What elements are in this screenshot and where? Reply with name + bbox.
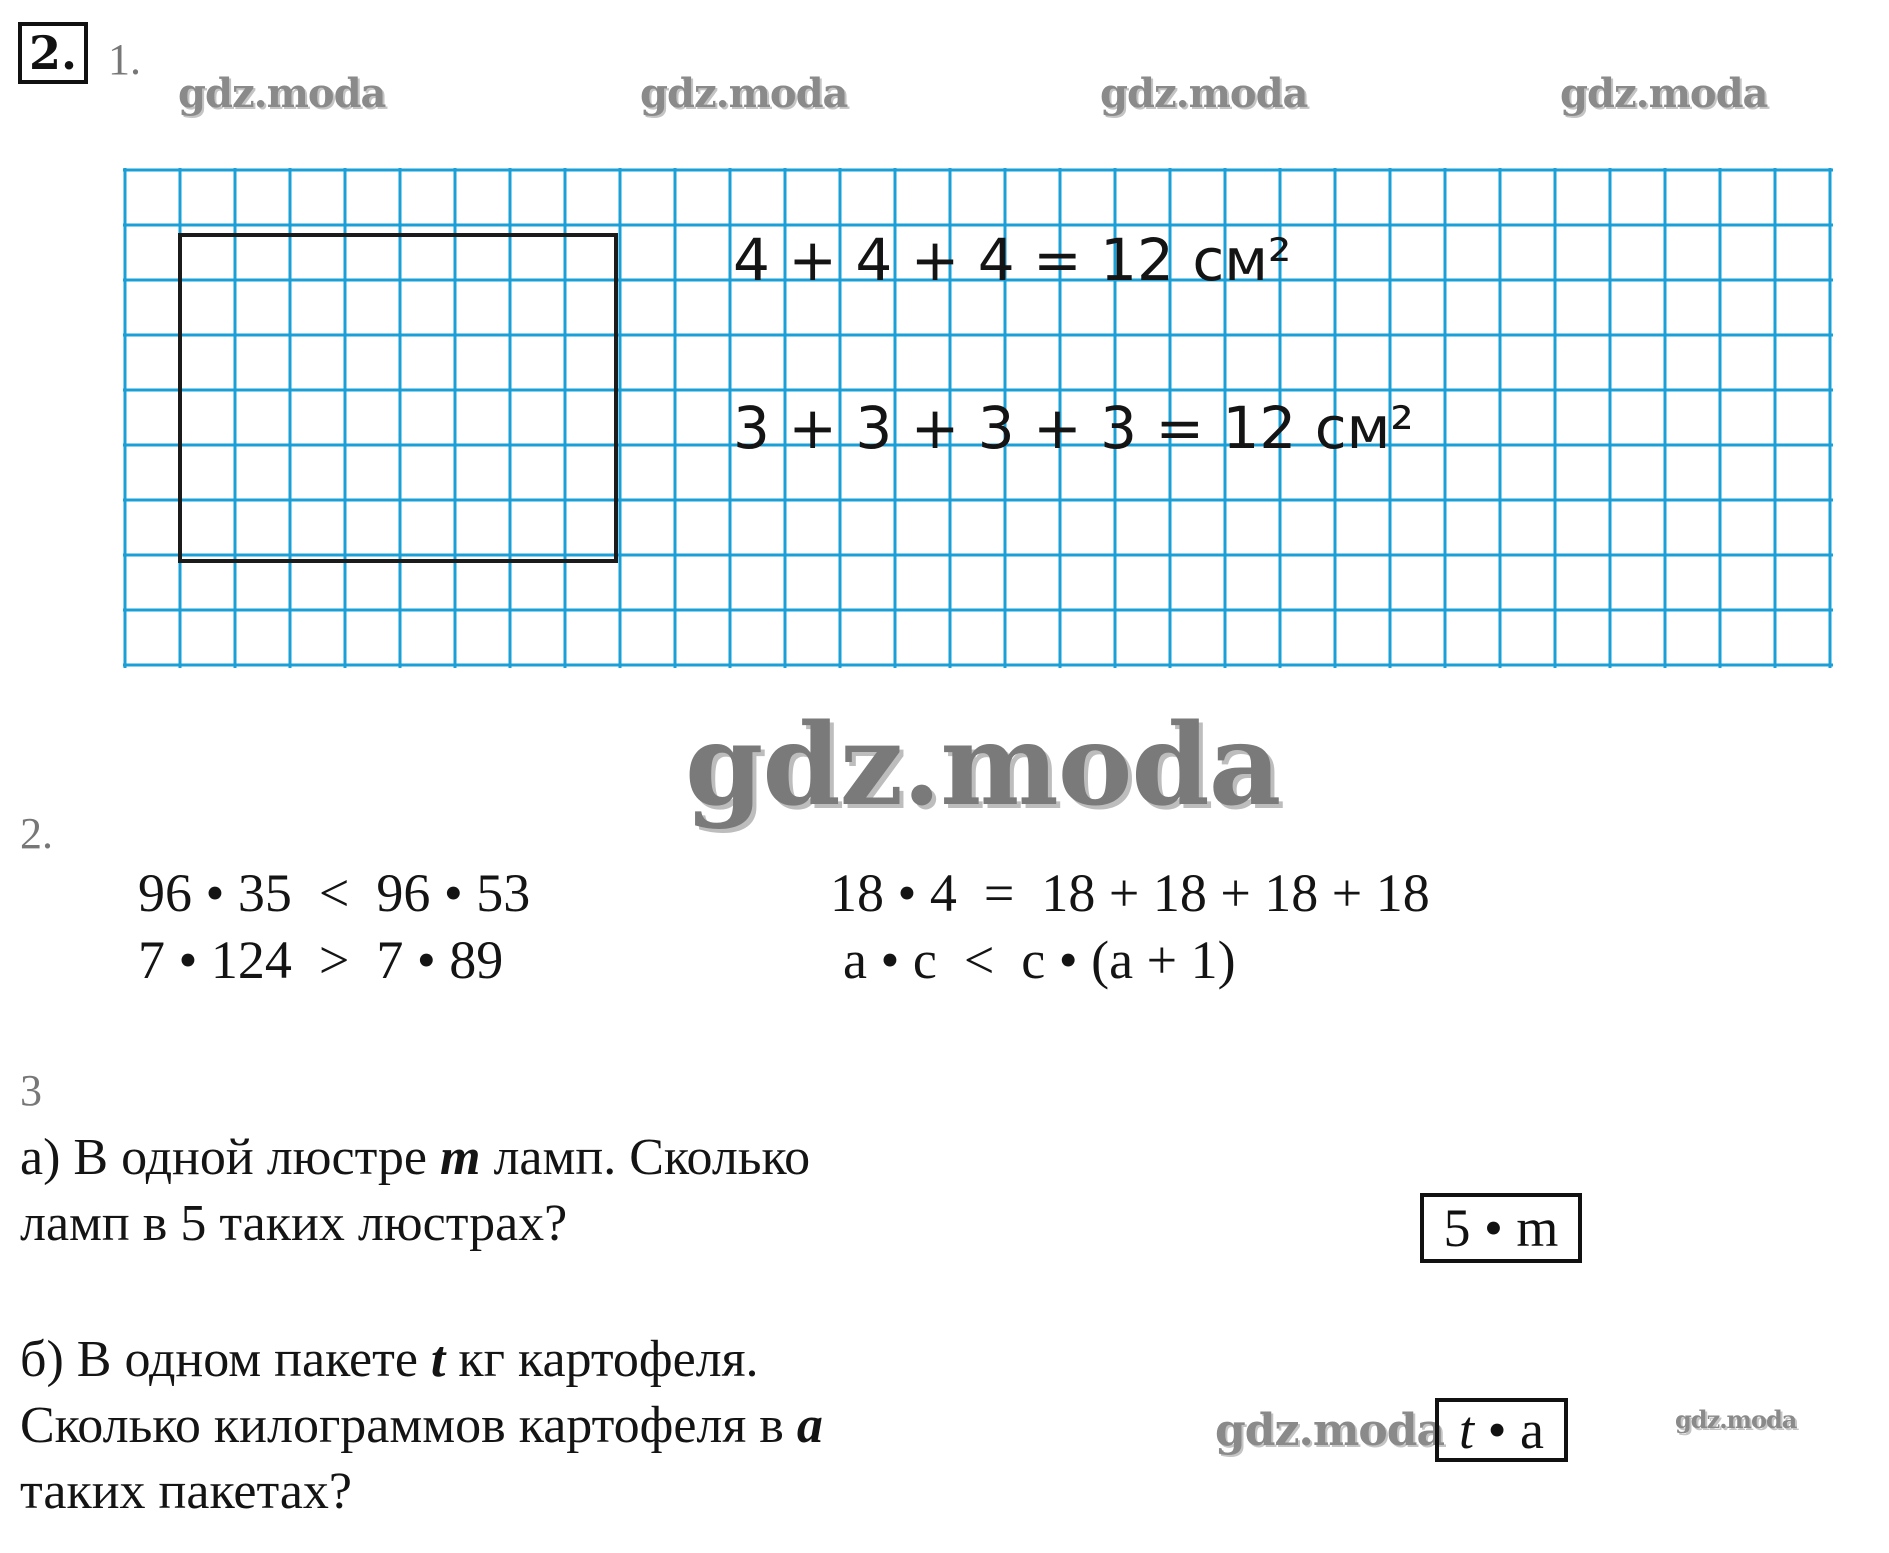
answer-box-a: 5 • m [1420,1193,1582,1263]
watermark-bottom-right: gdz.moda [1675,1405,1797,1434]
problem-b-text [20,1327,823,1525]
task-number: 2. [18,22,88,84]
problem-a-line-1: а) В одной люстре m ламп. Сколько [20,1129,811,1186]
comparison-1: 96 • 35 < 96 • 53 [138,863,531,923]
problem-a-line-2: ламп в 5 таких люстрах? [20,1195,568,1252]
comparison-2: 7 • 124 > 7 • 89 [138,930,504,990]
watermark-top-3: gdz.moda [1100,70,1308,117]
problem-b-line-1: б) В одном пакете t кг картофеля. [20,1331,759,1388]
part3-label: 3 [20,1066,42,1115]
drawn-rectangle [178,233,618,563]
problem-a-text [20,1125,810,1257]
equation-2: 3 + 3 + 3 + 3 = 12 см² [733,394,1414,462]
squared-paper-grid [123,168,1833,668]
part2-label: 2. [20,809,53,858]
watermark-top-2: gdz.moda [640,70,848,117]
part1-label: 1. [108,35,141,84]
answer-box-b: t • a [1435,1398,1568,1462]
watermark-top-1: gdz.moda [178,70,386,117]
problem-b-line-2: Сколько килограммов картофеля в a [20,1397,823,1454]
comparison-4: a • c < c • (a + 1) [843,930,1236,990]
watermark-bottom-left: gdz.moda [1215,1405,1445,1456]
problem-b-line-3: таких пакетах? [20,1463,353,1520]
watermark-center: gdz.moda [685,700,1281,831]
watermark-top-4: gdz.moda [1560,70,1768,117]
comparison-3: 18 • 4 = 18 + 18 + 18 + 18 [830,863,1430,923]
equation-1: 4 + 4 + 4 = 12 см² [733,226,1292,294]
